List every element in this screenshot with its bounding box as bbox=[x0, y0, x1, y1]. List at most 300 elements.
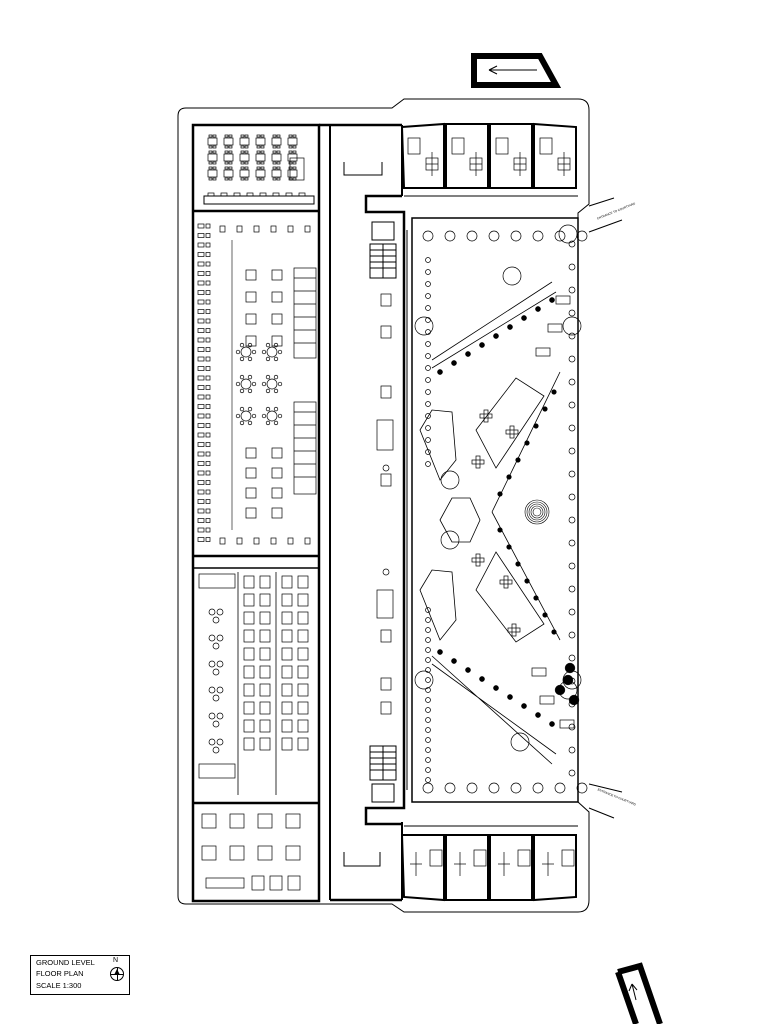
tree-icon bbox=[569, 609, 575, 615]
chair bbox=[209, 178, 212, 180]
chair bbox=[266, 375, 270, 379]
side-table bbox=[206, 433, 210, 437]
planter bbox=[484, 410, 488, 422]
chair bbox=[217, 635, 223, 641]
desk bbox=[298, 720, 308, 732]
plan-scale-label: SCALE 1:300 bbox=[36, 981, 82, 990]
planter bbox=[506, 430, 518, 434]
tree-icon bbox=[569, 402, 575, 408]
chair bbox=[254, 226, 259, 232]
side-table bbox=[206, 367, 210, 371]
chair bbox=[254, 538, 259, 544]
chair bbox=[271, 226, 276, 232]
desk bbox=[260, 630, 270, 642]
tree-icon bbox=[426, 738, 431, 743]
chair bbox=[213, 135, 216, 137]
chair bbox=[229, 178, 232, 180]
chair bbox=[257, 151, 260, 153]
chair bbox=[273, 151, 276, 153]
tree-icon bbox=[426, 462, 431, 467]
round-table bbox=[267, 411, 277, 421]
chair bbox=[252, 350, 256, 354]
south-rooms bbox=[402, 826, 578, 900]
desk bbox=[282, 702, 292, 714]
lounge-chair bbox=[198, 462, 204, 466]
tree-icon bbox=[569, 448, 575, 454]
planter bbox=[504, 576, 508, 588]
tree-icon bbox=[569, 563, 575, 569]
fountain-icon bbox=[533, 508, 541, 516]
tree-icon bbox=[569, 747, 575, 753]
cubicle bbox=[252, 876, 264, 890]
chair bbox=[229, 146, 232, 148]
side-table bbox=[206, 490, 210, 494]
round-table bbox=[241, 411, 251, 421]
side-table bbox=[383, 569, 389, 575]
tree-icon bbox=[569, 517, 575, 523]
desk bbox=[260, 702, 270, 714]
chair bbox=[236, 350, 240, 354]
chair bbox=[245, 178, 248, 180]
chair bbox=[241, 162, 244, 164]
tree-icon bbox=[555, 685, 565, 695]
fountain-icon bbox=[525, 500, 549, 524]
lounge-chair bbox=[198, 272, 204, 276]
lounge-chair bbox=[198, 319, 204, 323]
desk bbox=[244, 666, 254, 678]
chair bbox=[248, 389, 252, 393]
chair bbox=[213, 167, 216, 169]
desk bbox=[282, 612, 292, 624]
chair bbox=[266, 407, 270, 411]
chair bbox=[252, 414, 256, 418]
chair bbox=[213, 617, 219, 623]
toilet-block bbox=[294, 402, 316, 494]
dining-table bbox=[272, 170, 281, 177]
cubicle bbox=[288, 876, 300, 890]
chair bbox=[278, 350, 282, 354]
lounge-chair bbox=[198, 471, 204, 475]
chair bbox=[257, 178, 260, 180]
chair bbox=[241, 178, 244, 180]
bench bbox=[532, 668, 546, 676]
table bbox=[246, 488, 256, 498]
dining-table bbox=[256, 154, 265, 161]
side-table bbox=[206, 500, 210, 504]
chair bbox=[277, 146, 280, 148]
chair bbox=[289, 135, 292, 137]
bed bbox=[540, 138, 552, 154]
chair bbox=[225, 135, 228, 137]
dining-table bbox=[208, 170, 217, 177]
workstation bbox=[258, 814, 272, 828]
chair bbox=[220, 538, 225, 544]
table bbox=[272, 508, 282, 518]
chair bbox=[288, 538, 293, 544]
tree-icon bbox=[511, 231, 521, 241]
tree-icon bbox=[426, 294, 431, 299]
tree-icon bbox=[569, 655, 575, 661]
desk bbox=[298, 612, 308, 624]
chair bbox=[261, 178, 264, 180]
dining-table bbox=[240, 154, 249, 161]
palm-icon bbox=[465, 667, 470, 672]
palm-icon bbox=[543, 613, 548, 618]
desk bbox=[298, 648, 308, 660]
chair bbox=[209, 135, 212, 137]
sofa bbox=[377, 420, 393, 450]
chair bbox=[262, 414, 266, 418]
chair bbox=[217, 713, 223, 719]
chair bbox=[237, 226, 242, 232]
tree-icon bbox=[569, 586, 575, 592]
chair bbox=[241, 151, 244, 153]
courtyard-entrance-label-bottom: ENTRANCE TO COURTYARD bbox=[597, 787, 637, 807]
chair bbox=[274, 421, 278, 425]
table bbox=[246, 314, 256, 324]
tree-icon bbox=[426, 258, 431, 263]
lounge-chair bbox=[198, 433, 204, 437]
tree-icon bbox=[426, 306, 431, 311]
chair bbox=[266, 389, 270, 393]
courtyard-entrance-south bbox=[589, 784, 622, 818]
side-table bbox=[206, 243, 210, 247]
chair bbox=[266, 421, 270, 425]
chair bbox=[305, 226, 310, 232]
north-label: N bbox=[113, 957, 119, 964]
side-table bbox=[206, 253, 210, 257]
tree-icon bbox=[569, 425, 575, 431]
desk bbox=[244, 594, 254, 606]
tree-icon bbox=[426, 708, 431, 713]
tree-icon bbox=[511, 783, 521, 793]
lounge-chair bbox=[198, 519, 204, 523]
tree-icon bbox=[565, 663, 575, 673]
chair bbox=[240, 407, 244, 411]
tree-icon bbox=[426, 718, 431, 723]
desk bbox=[282, 720, 292, 732]
tree-icon bbox=[569, 540, 575, 546]
palm-icon bbox=[534, 424, 539, 429]
chair bbox=[262, 382, 266, 386]
bed bbox=[518, 850, 530, 866]
chair bbox=[278, 382, 282, 386]
chair bbox=[273, 167, 276, 169]
desk bbox=[260, 666, 270, 678]
cubicle bbox=[270, 876, 282, 890]
tree-icon bbox=[569, 356, 575, 362]
chair bbox=[225, 167, 228, 169]
palm-icon bbox=[549, 297, 554, 302]
courtyard-entrance-label-top: ENTRANCE TO COURTYARD bbox=[596, 201, 636, 221]
workstation bbox=[230, 814, 244, 828]
chair bbox=[213, 695, 219, 701]
lounge-chair bbox=[198, 262, 204, 266]
chair bbox=[213, 721, 219, 727]
tree-icon bbox=[533, 231, 543, 241]
bed bbox=[474, 850, 486, 866]
chair bbox=[274, 389, 278, 393]
table bbox=[272, 448, 282, 458]
tree-icon bbox=[441, 531, 459, 549]
chair bbox=[245, 162, 248, 164]
entrance-arrow-icon bbox=[618, 966, 660, 1024]
chair bbox=[225, 151, 228, 153]
tree-icon bbox=[467, 783, 477, 793]
chair bbox=[213, 146, 216, 148]
palm-icon bbox=[498, 528, 503, 533]
workstation bbox=[286, 846, 300, 860]
desk bbox=[244, 684, 254, 696]
tree-icon bbox=[426, 378, 431, 383]
dining-table bbox=[272, 154, 281, 161]
tree-icon bbox=[426, 402, 431, 407]
chair bbox=[236, 382, 240, 386]
tree-icon bbox=[426, 342, 431, 347]
lounge-chair bbox=[198, 490, 204, 494]
chair bbox=[289, 146, 292, 148]
tree-icon bbox=[559, 225, 577, 243]
chair bbox=[213, 669, 219, 675]
desk bbox=[298, 684, 308, 696]
chair bbox=[266, 343, 270, 347]
palm-icon bbox=[507, 694, 512, 699]
chair bbox=[245, 146, 248, 148]
chair bbox=[240, 389, 244, 393]
tree-icon bbox=[426, 282, 431, 287]
chair bbox=[241, 167, 244, 169]
lounge-chair bbox=[198, 528, 204, 532]
palm-icon bbox=[516, 562, 521, 567]
desk bbox=[260, 612, 270, 624]
tree-icon bbox=[426, 748, 431, 753]
dining-table bbox=[288, 154, 297, 161]
chair bbox=[240, 357, 244, 361]
tree-icon bbox=[426, 658, 431, 663]
chair bbox=[209, 167, 212, 169]
chair bbox=[273, 146, 276, 148]
side-table bbox=[206, 424, 210, 428]
chair bbox=[277, 162, 280, 164]
side-table bbox=[206, 509, 210, 513]
desk bbox=[298, 702, 308, 714]
chair bbox=[245, 135, 248, 137]
tree-icon bbox=[426, 366, 431, 371]
table bbox=[272, 270, 282, 280]
lounge-chair bbox=[198, 310, 204, 314]
chair bbox=[229, 162, 232, 164]
lounge-chair bbox=[198, 509, 204, 513]
chair bbox=[261, 167, 264, 169]
lounge-chair bbox=[198, 500, 204, 504]
planter bbox=[440, 498, 480, 542]
round-table bbox=[267, 379, 277, 389]
side-table bbox=[206, 357, 210, 361]
stair-south bbox=[370, 746, 396, 802]
dining-table bbox=[288, 170, 297, 177]
round-table bbox=[241, 347, 251, 357]
chair bbox=[277, 151, 280, 153]
planter bbox=[500, 580, 512, 584]
chair bbox=[289, 151, 292, 153]
desk bbox=[244, 576, 254, 588]
tree-icon bbox=[445, 231, 455, 241]
meeting-table bbox=[199, 764, 235, 778]
chair bbox=[241, 135, 244, 137]
fountain-icon bbox=[529, 504, 545, 520]
tree-icon bbox=[563, 675, 573, 685]
chair bbox=[257, 146, 260, 148]
palm-icon bbox=[437, 649, 442, 654]
reception-desk bbox=[206, 878, 244, 888]
side-table bbox=[206, 224, 210, 228]
palm-icon bbox=[493, 333, 498, 338]
planter bbox=[472, 558, 484, 562]
desk bbox=[298, 666, 308, 678]
lounge-chair bbox=[198, 338, 204, 342]
side-table bbox=[206, 414, 210, 418]
chair bbox=[293, 146, 296, 148]
desk bbox=[282, 630, 292, 642]
tree-icon bbox=[423, 783, 433, 793]
palm-icon bbox=[552, 630, 557, 635]
lounge-chair bbox=[198, 224, 204, 228]
workstation bbox=[258, 846, 272, 860]
lounge-chair bbox=[198, 386, 204, 390]
chair bbox=[209, 713, 215, 719]
palm-icon bbox=[498, 492, 503, 497]
chair bbox=[217, 687, 223, 693]
lounge-set bbox=[381, 678, 391, 690]
lounge-chair bbox=[198, 357, 204, 361]
chair bbox=[271, 538, 276, 544]
bench bbox=[556, 296, 570, 304]
chair bbox=[225, 162, 228, 164]
lounge-chair bbox=[198, 329, 204, 333]
desk bbox=[298, 594, 308, 606]
tree-icon bbox=[569, 310, 575, 316]
chair bbox=[261, 162, 264, 164]
dining-table bbox=[224, 138, 233, 145]
title-block bbox=[30, 955, 130, 995]
side-table bbox=[206, 348, 210, 352]
chair bbox=[209, 151, 212, 153]
lounge-chair bbox=[198, 281, 204, 285]
dining-table bbox=[288, 138, 297, 145]
tree-icon bbox=[426, 354, 431, 359]
chair bbox=[293, 167, 296, 169]
table bbox=[272, 488, 282, 498]
lounge-chair bbox=[198, 452, 204, 456]
chair bbox=[273, 178, 276, 180]
tree-icon bbox=[426, 778, 431, 783]
lounge-chair bbox=[198, 481, 204, 485]
chair bbox=[237, 538, 242, 544]
dining-table bbox=[208, 154, 217, 161]
palm-icon bbox=[507, 324, 512, 329]
palm-icon bbox=[516, 458, 521, 463]
table bbox=[246, 336, 256, 346]
table bbox=[246, 508, 256, 518]
tree-icon bbox=[426, 426, 431, 431]
side-table bbox=[206, 272, 210, 276]
lounge-chair bbox=[198, 253, 204, 257]
tree-icon bbox=[555, 783, 565, 793]
palm-icon bbox=[479, 342, 484, 347]
side-table bbox=[206, 519, 210, 523]
chair bbox=[245, 151, 248, 153]
desk bbox=[244, 612, 254, 624]
chair bbox=[213, 178, 216, 180]
planter bbox=[420, 410, 456, 480]
desk bbox=[260, 648, 270, 660]
dining-table bbox=[240, 138, 249, 145]
bed bbox=[408, 138, 420, 154]
plan-type-label: FLOOR PLAN bbox=[36, 969, 84, 978]
palm-icon bbox=[521, 315, 526, 320]
chair bbox=[289, 167, 292, 169]
planter bbox=[508, 628, 520, 632]
chair bbox=[274, 357, 278, 361]
chair bbox=[240, 343, 244, 347]
palm-icon bbox=[543, 407, 548, 412]
lounge-chair bbox=[198, 291, 204, 295]
workstation bbox=[286, 814, 300, 828]
tree-icon bbox=[569, 264, 575, 270]
side-table bbox=[206, 329, 210, 333]
tree-icon bbox=[441, 471, 459, 489]
lounge-set bbox=[381, 702, 391, 714]
table bbox=[246, 270, 256, 280]
tree-icon bbox=[467, 231, 477, 241]
lounge-set bbox=[381, 294, 391, 306]
palm-icon bbox=[534, 596, 539, 601]
north-rooms bbox=[402, 124, 578, 196]
side-table bbox=[206, 291, 210, 295]
chair bbox=[293, 151, 296, 153]
bed bbox=[452, 138, 464, 154]
planter bbox=[472, 460, 484, 464]
chair bbox=[240, 421, 244, 425]
tree-icon bbox=[426, 768, 431, 773]
desk bbox=[260, 594, 270, 606]
north-compass-icon bbox=[110, 967, 124, 981]
lounge-chair bbox=[198, 348, 204, 352]
palm-icon bbox=[525, 441, 530, 446]
table bbox=[246, 448, 256, 458]
tree-icon bbox=[426, 270, 431, 275]
desk bbox=[244, 720, 254, 732]
lounge-chair bbox=[198, 443, 204, 447]
lounge-chair bbox=[198, 414, 204, 418]
desk bbox=[260, 576, 270, 588]
dining-table bbox=[224, 170, 233, 177]
tree-icon bbox=[426, 628, 431, 633]
desk bbox=[298, 576, 308, 588]
planter bbox=[476, 554, 480, 566]
planter bbox=[476, 456, 480, 468]
tree-icon bbox=[426, 648, 431, 653]
sofa bbox=[377, 590, 393, 618]
desk bbox=[282, 576, 292, 588]
tree-icon bbox=[426, 438, 431, 443]
table bbox=[246, 468, 256, 478]
chair bbox=[261, 151, 264, 153]
chair bbox=[273, 135, 276, 137]
kitchen-counter bbox=[204, 196, 314, 204]
chair bbox=[236, 414, 240, 418]
chair bbox=[225, 178, 228, 180]
